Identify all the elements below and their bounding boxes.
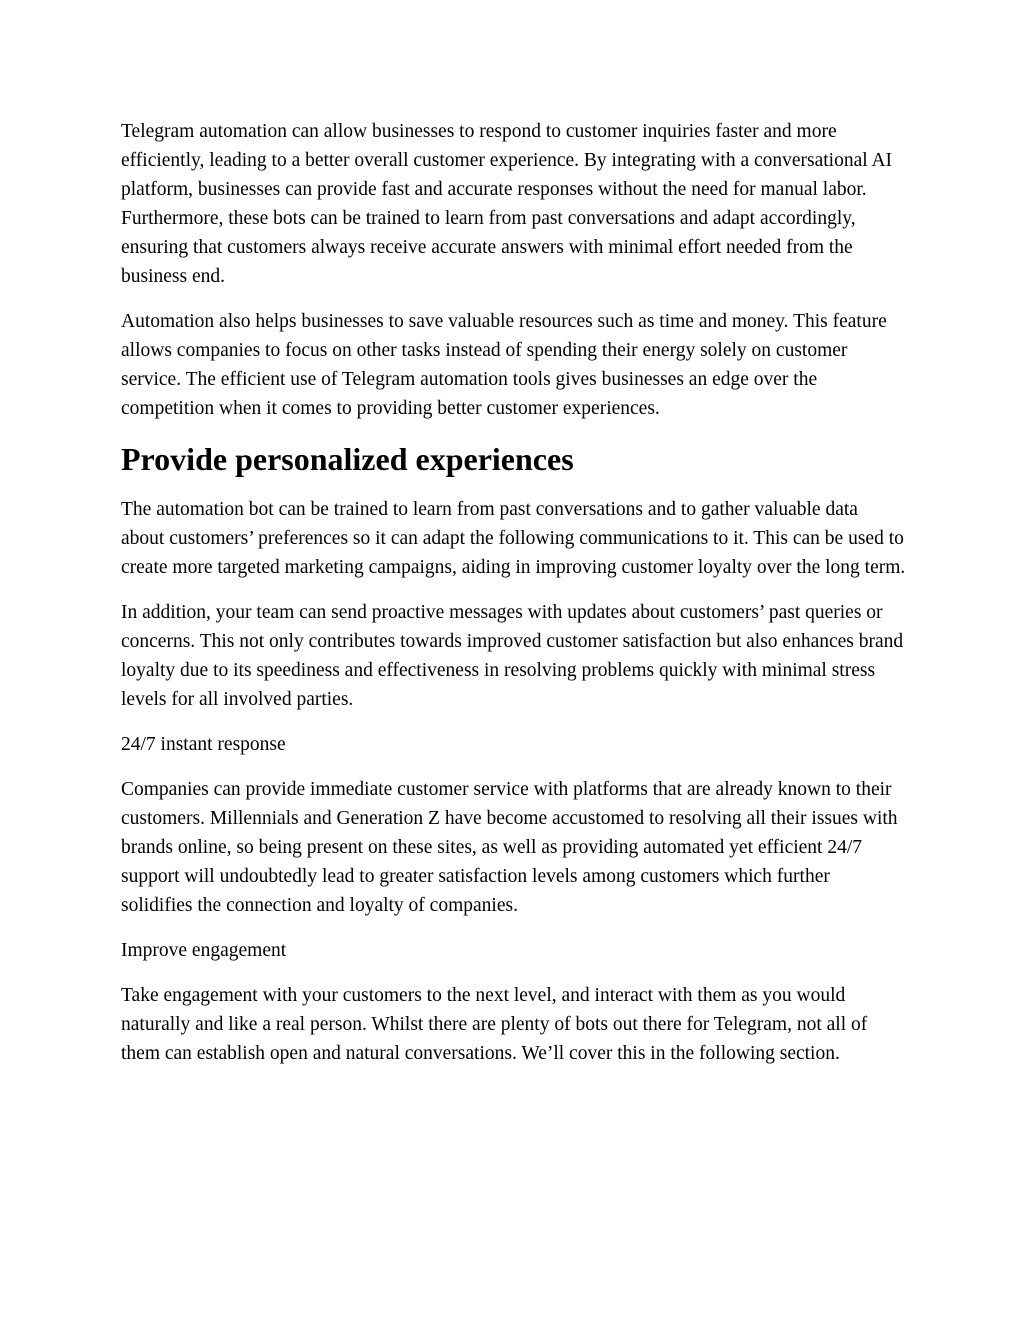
- subheading-improve-engagement: Improve engagement: [121, 940, 287, 961]
- paragraph-immediate-service: Companies can provide immediate customer service with platforms that are already known to their customers. Millennials and Generation Z have become accustomed to resolving all their issues with brands online, so being present on these sites, as well as providing automated yet efficient 24/7 support will undoubtedly lead to greater satisfaction levels among customers which further solidifies the connection and loyalty of companies.: [121, 779, 898, 916]
- document-page: [121, 117, 906, 1084]
- paragraph-telegram-automation: Telegram automation can allow businesses to respond to customer inquiries faster and more efficiently, leading to a better overall customer experience. By integrating with a conversational AI platform, businesses can provide fast and accurate responses without the need for manual labor. Furthermore, these bots can be trained to learn from past conversations and adapt accordingly, ensuring that customers always receive accurate answers with minimal effort needed from the business end.: [121, 121, 893, 287]
- paragraph-save-resources: Automation also helps businesses to save valuable resources such as time and money. This feature allows companies to focus on other tasks instead of spending their energy solely on customer service. The efficient use of Telegram automation tools gives businesses an edge over the competition when it comes to providing better customer experiences.: [121, 311, 887, 419]
- paragraph-engagement: Take engagement with your customers to the next level, and interact with them as you would naturally and like a real person. Whilst there are plenty of bots out there for Telegram, not all of them can establish open and natural conversations. We’ll cover this in the following section.: [121, 985, 868, 1064]
- paragraph-proactive-messages: In addition, your team can send proactive messages with updates about customers’ past queries or concerns. This not only contributes towards improved customer satisfaction but also enhances brand loyalty due to its speediness and effectiveness in resolving problems quickly with minimal stress levels for all involved parties.: [121, 602, 904, 710]
- paragraph-automation-bot-training: The automation bot can be trained to learn from past conversations and to gather valuable data about customers’ preferences so it can adapt the following communications to it. This can be used to create more targeted marketing campaigns, aiding in improving customer loyalty over the long term.: [121, 499, 906, 578]
- subheading-instant-response: 24/7 instant response: [121, 734, 286, 755]
- heading-personalized-experiences: Provide personalized experiences: [121, 441, 574, 477]
